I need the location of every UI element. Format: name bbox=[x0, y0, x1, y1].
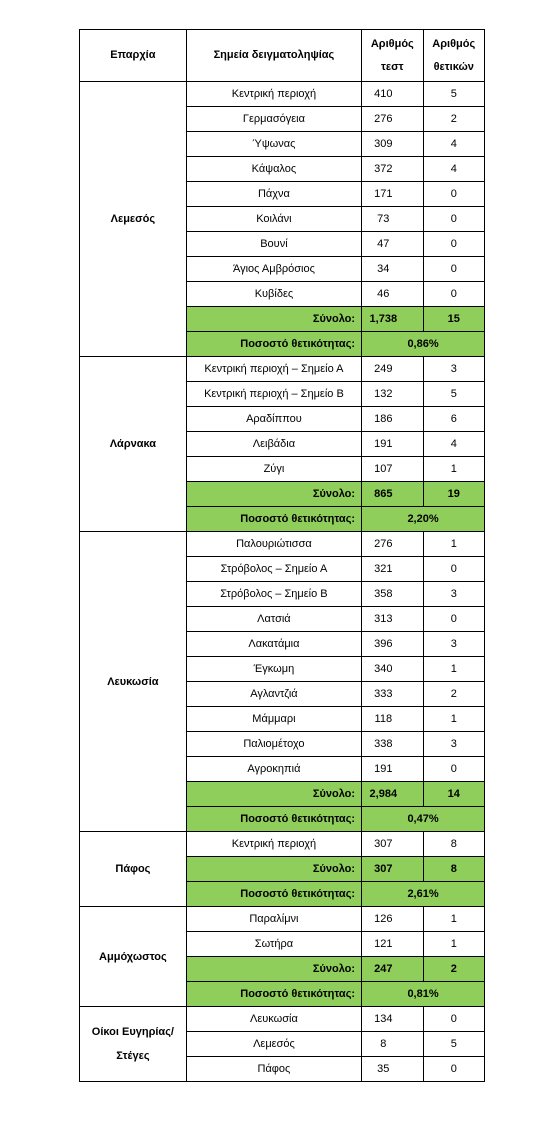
region-name: Λεμεσός bbox=[80, 82, 187, 357]
site-name: Αγροκηπιά bbox=[186, 757, 361, 782]
results-sheet bbox=[79, 29, 485, 1109]
positive-count: 0 bbox=[423, 207, 484, 232]
total-tests: 1,738 bbox=[362, 307, 423, 332]
rate-label: Ποσοστό θετικότητας: bbox=[186, 882, 361, 907]
rate-value: 2,20% bbox=[362, 507, 485, 532]
positive-count: 2 bbox=[423, 107, 484, 132]
site-name: Λευκωσία bbox=[186, 1007, 361, 1032]
total-label: Σύνολο: bbox=[186, 307, 361, 332]
rate-value: 2,61% bbox=[362, 882, 485, 907]
rate-label: Ποσοστό θετικότητας: bbox=[186, 507, 361, 532]
positive-count: 6 bbox=[423, 407, 484, 432]
tests-count: 107 bbox=[362, 457, 423, 482]
header-positive: Αριθμός θετικών bbox=[423, 30, 484, 82]
tests-count: 307 bbox=[362, 832, 423, 857]
tests-count: 321 bbox=[362, 557, 423, 582]
total-label: Σύνολο: bbox=[186, 482, 361, 507]
total-positive: 14 bbox=[423, 782, 484, 807]
site-name: Έγκωμη bbox=[186, 657, 361, 682]
positive-count: 2 bbox=[423, 682, 484, 707]
total-positive: 19 bbox=[423, 482, 484, 507]
tests-count: 276 bbox=[362, 107, 423, 132]
tests-count: 126 bbox=[362, 907, 423, 932]
tests-count: 73 bbox=[362, 207, 423, 232]
site-name: Λεμεσός bbox=[186, 1032, 361, 1057]
positive-count: 3 bbox=[423, 632, 484, 657]
rate-value: 0,81% bbox=[362, 982, 485, 1007]
site-name: Κοιλάνι bbox=[186, 207, 361, 232]
rate-label: Ποσοστό θετικότητας: bbox=[186, 982, 361, 1007]
tests-count: 333 bbox=[362, 682, 423, 707]
table-row bbox=[80, 832, 485, 857]
positive-count: 5 bbox=[423, 382, 484, 407]
table-row bbox=[80, 82, 485, 107]
positive-count: 1 bbox=[423, 932, 484, 957]
table-row bbox=[80, 907, 485, 932]
site-name: Στρόβολος – Σημείο Β bbox=[186, 582, 361, 607]
site-name: Κεντρική περιοχή – Σημείο Α bbox=[186, 357, 361, 382]
tests-count: 8 bbox=[362, 1032, 423, 1057]
total-positive: 2 bbox=[423, 957, 484, 982]
site-name: Κεντρική περιοχή bbox=[186, 82, 361, 107]
site-name: Κεντρική περιοχή – Σημείο Β bbox=[186, 382, 361, 407]
tests-count: 191 bbox=[362, 757, 423, 782]
tests-count: 338 bbox=[362, 732, 423, 757]
tests-count: 309 bbox=[362, 132, 423, 157]
tests-count: 118 bbox=[362, 707, 423, 732]
total-label: Σύνολο: bbox=[186, 782, 361, 807]
positive-count: 5 bbox=[423, 1032, 484, 1057]
total-positive: 15 bbox=[423, 307, 484, 332]
tests-count: 34 bbox=[362, 257, 423, 282]
total-tests: 865 bbox=[362, 482, 423, 507]
positive-count: 4 bbox=[423, 157, 484, 182]
site-name: Βουνί bbox=[186, 232, 361, 257]
header-site: Σημεία δειγματοληψίας bbox=[186, 30, 361, 82]
tests-count: 358 bbox=[362, 582, 423, 607]
tests-count: 132 bbox=[362, 382, 423, 407]
positive-count: 0 bbox=[423, 257, 484, 282]
rate-value: 0,86% bbox=[362, 332, 485, 357]
site-name: Αγλαντζιά bbox=[186, 682, 361, 707]
positive-count: 8 bbox=[423, 832, 484, 857]
rate-label: Ποσοστό θετικότητας: bbox=[186, 332, 361, 357]
site-name: Λατσιά bbox=[186, 607, 361, 632]
site-name: Πάφος bbox=[186, 1057, 361, 1082]
total-label: Σύνολο: bbox=[186, 957, 361, 982]
region-name: Λευκωσία bbox=[80, 532, 187, 832]
tests-count: 276 bbox=[362, 532, 423, 557]
positive-count: 1 bbox=[423, 657, 484, 682]
header-region: Επαρχία bbox=[80, 30, 187, 82]
positive-count: 0 bbox=[423, 182, 484, 207]
positive-count: 1 bbox=[423, 457, 484, 482]
site-name: Λακατάμια bbox=[186, 632, 361, 657]
total-tests: 307 bbox=[362, 857, 423, 882]
region-name: Οίκοι Ευγηρίας/Στέγες bbox=[80, 1007, 187, 1082]
total-tests: 247 bbox=[362, 957, 423, 982]
region-name: Πάφος bbox=[80, 832, 187, 907]
positive-count: 3 bbox=[423, 582, 484, 607]
site-name: Κάψαλος bbox=[186, 157, 361, 182]
table-row bbox=[80, 532, 485, 557]
positive-count: 3 bbox=[423, 357, 484, 382]
table-body bbox=[80, 82, 485, 1082]
site-name: Γερμασόγεια bbox=[186, 107, 361, 132]
tests-count: 134 bbox=[362, 1007, 423, 1032]
tests-count: 396 bbox=[362, 632, 423, 657]
table-row bbox=[80, 1007, 485, 1032]
tests-count: 410 bbox=[362, 82, 423, 107]
site-name: Ύψωνας bbox=[186, 132, 361, 157]
site-name: Παραλίμνι bbox=[186, 907, 361, 932]
tests-count: 249 bbox=[362, 357, 423, 382]
positive-count: 0 bbox=[423, 1007, 484, 1032]
site-name: Λειβάδια bbox=[186, 432, 361, 457]
site-name: Παλουριώτισσα bbox=[186, 532, 361, 557]
rate-label: Ποσοστό θετικότητας: bbox=[186, 807, 361, 832]
tests-count: 372 bbox=[362, 157, 423, 182]
positive-count: 0 bbox=[423, 607, 484, 632]
site-name: Πάχνα bbox=[186, 182, 361, 207]
region-name: Λάρνακα bbox=[80, 357, 187, 532]
tests-count: 46 bbox=[362, 282, 423, 307]
positive-count: 0 bbox=[423, 1057, 484, 1082]
site-name: Στρόβολος – Σημείο Α bbox=[186, 557, 361, 582]
site-name: Αραδίππου bbox=[186, 407, 361, 432]
tests-count: 171 bbox=[362, 182, 423, 207]
positive-count: 4 bbox=[423, 132, 484, 157]
site-name: Κυβίδες bbox=[186, 282, 361, 307]
results-table bbox=[79, 29, 485, 1082]
positive-count: 4 bbox=[423, 432, 484, 457]
positive-count: 5 bbox=[423, 82, 484, 107]
total-label: Σύνολο: bbox=[186, 857, 361, 882]
tests-count: 340 bbox=[362, 657, 423, 682]
positive-count: 0 bbox=[423, 757, 484, 782]
positive-count: 0 bbox=[423, 557, 484, 582]
total-tests: 2,984 bbox=[362, 782, 423, 807]
site-name: Κεντρική περιοχή bbox=[186, 832, 361, 857]
positive-count: 3 bbox=[423, 732, 484, 757]
tests-count: 186 bbox=[362, 407, 423, 432]
site-name: Μάμμαρι bbox=[186, 707, 361, 732]
tests-count: 35 bbox=[362, 1057, 423, 1082]
positive-count: 1 bbox=[423, 907, 484, 932]
positive-count: 1 bbox=[423, 532, 484, 557]
tests-count: 191 bbox=[362, 432, 423, 457]
header-row bbox=[80, 30, 485, 82]
positive-count: 1 bbox=[423, 707, 484, 732]
positive-count: 0 bbox=[423, 282, 484, 307]
site-name: Ζύγι bbox=[186, 457, 361, 482]
rate-value: 0,47% bbox=[362, 807, 485, 832]
tests-count: 313 bbox=[362, 607, 423, 632]
header-tests: Αριθμός τεστ bbox=[362, 30, 423, 82]
total-positive: 8 bbox=[423, 857, 484, 882]
site-name: Σωτήρα bbox=[186, 932, 361, 957]
site-name: Άγιος Αμβρόσιος bbox=[186, 257, 361, 282]
tests-count: 47 bbox=[362, 232, 423, 257]
region-name: Αμμόχωστος bbox=[80, 907, 187, 1007]
positive-count: 0 bbox=[423, 232, 484, 257]
tests-count: 121 bbox=[362, 932, 423, 957]
table-row bbox=[80, 357, 485, 382]
site-name: Παλιομέτοχο bbox=[186, 732, 361, 757]
